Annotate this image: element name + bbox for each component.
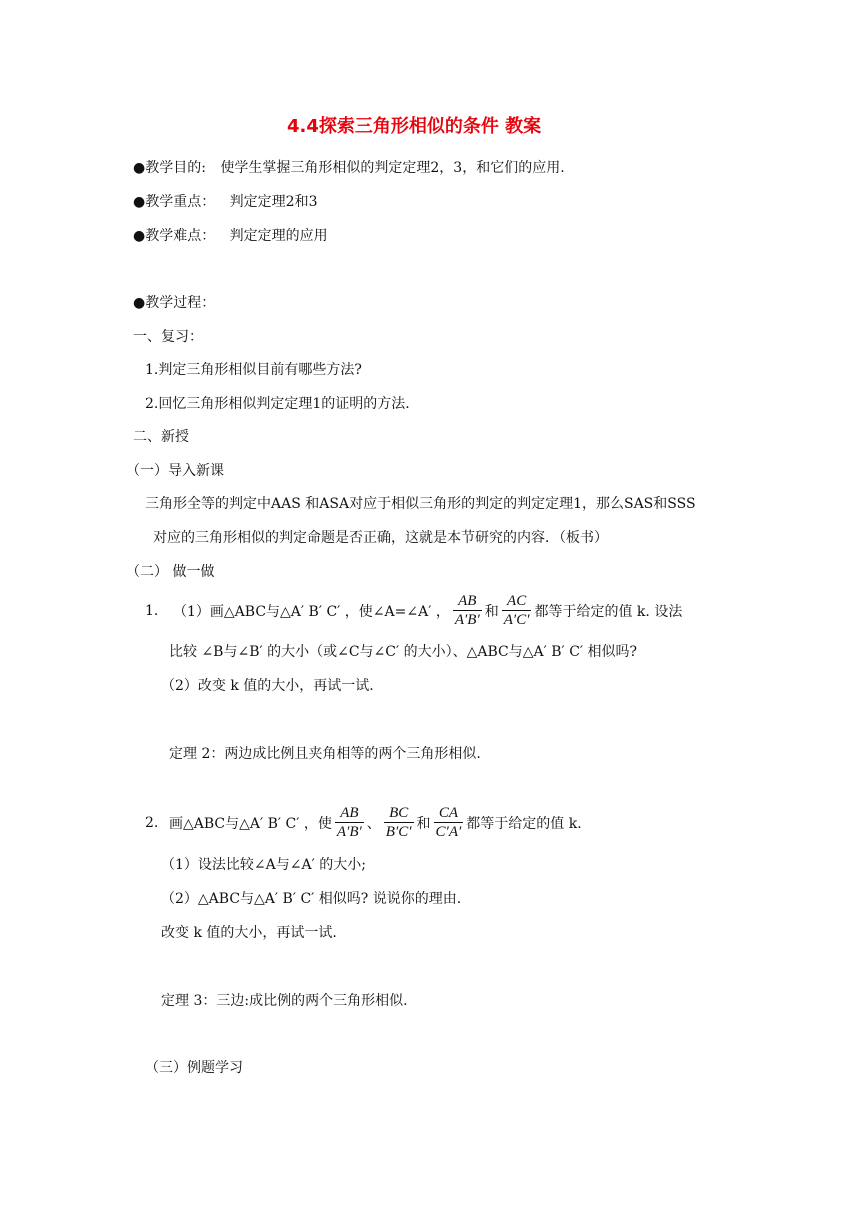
page-title: 4.4探索三角形相似的条件 教案 xyxy=(287,116,542,137)
key-label: ●教学重点： xyxy=(133,194,216,210)
fraction-ab-over-a1b1 xyxy=(453,592,482,629)
fraction-denominator: B′C′ xyxy=(385,824,412,840)
and-word: 和 xyxy=(484,603,499,620)
teaching-goal xyxy=(133,158,565,178)
intro-line-1: 三角形全等的判定中AAS 和ASA对应于相似三角形的判定的判定定理1，那么SAS和SSS xyxy=(145,496,696,512)
review-heading: 一、复习： xyxy=(133,329,203,345)
item2-number: 2. xyxy=(145,814,159,831)
item2-part-b: 都等于给定的值 k. xyxy=(466,815,582,832)
item1-line1 xyxy=(145,592,682,629)
review-question-1: 1.判定三角形相似目前有哪些方法? xyxy=(145,362,362,378)
item1-number: 1. xyxy=(145,602,159,619)
item1-line2: 比较 ∠B与∠B′ 的大小（或∠C与∠C′ 的大小）、△ABC与△A′ B′ C′ 相似吗? xyxy=(169,644,638,660)
item2-question-3: 改变 k 值的大小，再试一试. xyxy=(161,925,337,941)
fraction-ac-over-a1c1 xyxy=(502,592,532,629)
fraction-bc-over-b1c1 xyxy=(384,804,414,841)
fraction-denominator: C′A′ xyxy=(435,824,462,840)
item1-line3: （2）改变 k 值的大小，再试一试. xyxy=(161,678,374,694)
fraction-numerator: AB xyxy=(453,592,482,611)
item1-part-a: （1）画△ABC与△A′ B′ C′ ，使∠A=∠A′ ， xyxy=(173,603,450,620)
goal-text: 使学生掌握三角形相似的判定定理2，3，和它们的应用. xyxy=(220,160,565,176)
fraction-ca-over-c1a1 xyxy=(434,804,464,841)
fraction-denominator: A′B′ xyxy=(336,824,362,840)
separator: 、 xyxy=(366,815,381,832)
and-word: 和 xyxy=(416,815,431,832)
theorem-2: 定理 2：两边成比例且夹角相等的两个三角形相似. xyxy=(169,746,481,762)
item2-part-a: 画△ABC与△A′ B′ C′ ，使 xyxy=(169,815,332,832)
item2-line1 xyxy=(145,804,582,841)
fraction-numerator: CA xyxy=(434,804,464,823)
item1-part-b: 都等于给定的值 k. 设法 xyxy=(534,603,683,620)
theorem-3: 定理 3：三边:成比例的两个三角形相似. xyxy=(161,993,408,1009)
item2-question-1: （1）设法比较∠A与∠A′ 的大小; xyxy=(161,857,366,873)
new-heading: 二、新授 xyxy=(133,429,189,445)
difficulty-label: ●教学难点： xyxy=(133,228,216,244)
fraction-numerator: AC xyxy=(502,592,532,611)
goal-label: ●教学目的: xyxy=(133,160,206,176)
key-text: 判定定理2和3 xyxy=(229,194,318,210)
item2-question-2: （2）△ABC与△A′ B′ C′ 相似吗? 说说你的理由. xyxy=(161,891,462,907)
fraction-numerator: BC xyxy=(384,804,414,823)
fraction-denominator: A′B′ xyxy=(454,612,480,628)
intro-heading: （一）导入新课 xyxy=(126,463,224,479)
fraction-numerator: AB xyxy=(335,804,364,823)
review-question-2: 2.回忆三角形相似判定定理1的证明的方法. xyxy=(145,396,410,412)
fraction-denominator: A′C′ xyxy=(503,612,530,628)
process-heading: ●教学过程： xyxy=(133,295,216,311)
fraction-ab-over-a1b1 xyxy=(335,804,364,841)
intro-line-2: 对应的三角形相似的判定命题是否正确，这就是本节研究的内容．（板书） xyxy=(153,530,608,546)
teaching-key xyxy=(133,192,318,212)
do-heading: （二） 做一做 xyxy=(126,564,215,580)
example-heading: （三）例题学习 xyxy=(145,1060,243,1076)
teaching-difficulty xyxy=(133,226,328,246)
difficulty-text: 判定定理的应用 xyxy=(229,228,328,244)
